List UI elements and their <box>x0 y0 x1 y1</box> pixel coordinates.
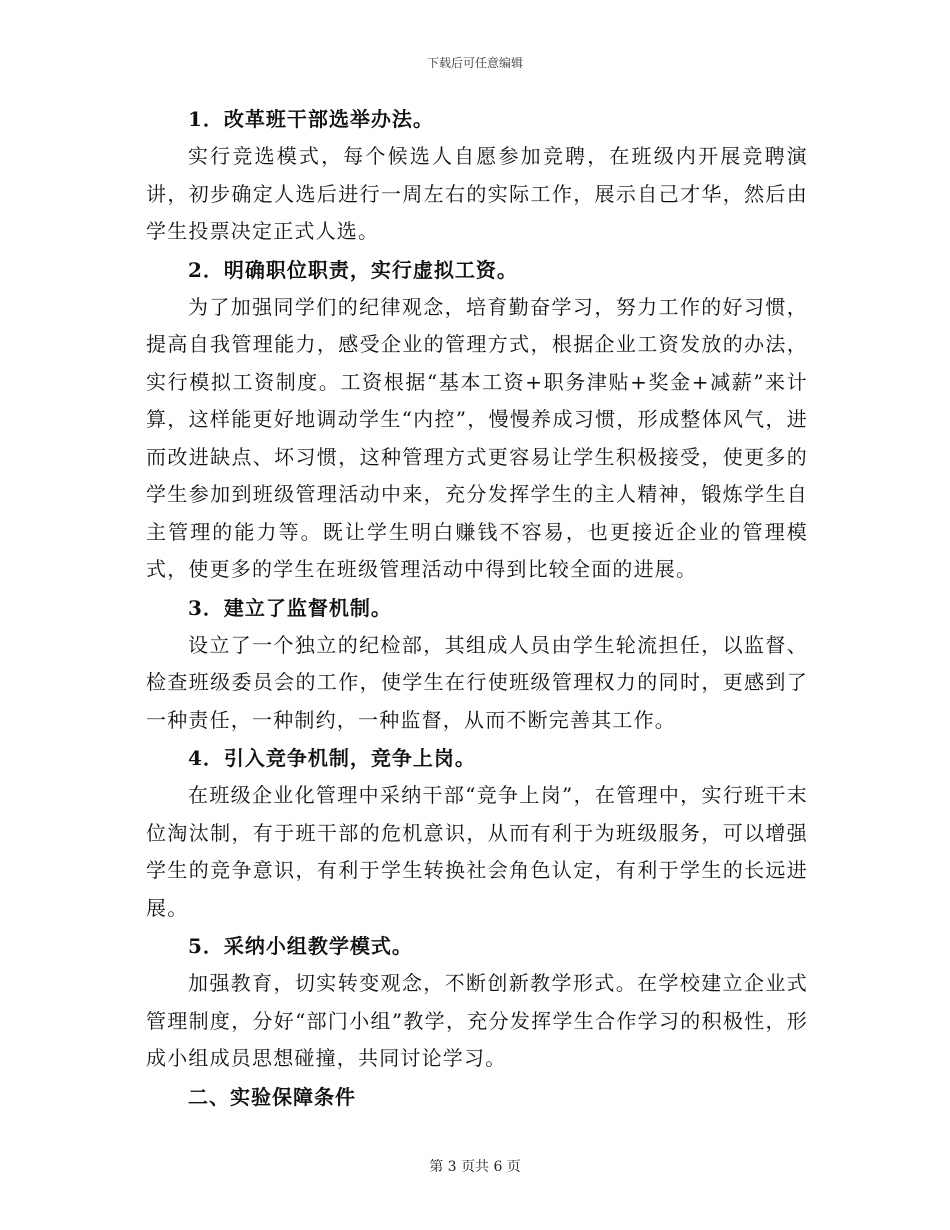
document-body <box>146 100 808 1116</box>
section-heading-3: 3．建立了监督机制。 <box>188 595 392 620</box>
section-paragraph-5: 加强教育，切实转变观念，不断创新教学形式。在学校建立企业式管理制度，分好“部门小组”教学，充分发挥学生合作学习的积极性，形成小组成员思想碰撞，共同讨论学习。 <box>146 971 808 1070</box>
section-paragraph-1: 实行竞选模式，每个候选人自愿参加竞聘，在班级内开展竞聘演讲，初步确定人选后进行一周左右的实际工作，展示自己才华，然后由学生投票决定正式人选。 <box>146 144 808 243</box>
section-heading-2: 2．明确职位职责，实行虚拟工资。 <box>188 257 518 282</box>
section-heading-4: 4．引入竞争机制，竞争上岗。 <box>188 746 476 770</box>
page-footer: 第 3 页共 6 页 <box>429 1159 521 1175</box>
section-heading-5: 5．采纳小组教学模式。 <box>188 934 413 958</box>
section-heading-1: 1．改革班干部选举办法。 <box>188 107 434 131</box>
section-paragraph-3: 设立了一个独立的纪检部，其组成人员由学生轮流担任，以监督、检查班级委员会的工作，使学生在行使班级管理权力的同时，更感到了一种责任，一种制约，一种监督，从而不断完善其工作。 <box>146 632 808 732</box>
section-paragraph-2: 为了加强同学们的纪律观念，培育勤奋学习，努力工作的好习惯，提高自我管理能力，感受企业的管理方式，根据企业工资发放的办法，实行模拟工资制度。工资根据“基本工资+职务津贴+奖金+减薪”来计算，这样能更好地调动学生“内控”，慢慢养成习惯，形成整体风气，进而改进缺点、坏习惯，这种管理方式更容易让学生积极接受，使更多的学生参加到班级管理活动中来，充分发挥学生的主人精神，锻炼学生自主管理的能力等。既让学生明白赚钱不容易，也更接近企业的管理模式，使更多的学生在班级管理活动中得到比较全面的进展。 <box>146 294 808 581</box>
page-header: 下载后可任意编辑 <box>426 56 523 70</box>
section-paragraph-4: 在班级企业化管理中采纳干部“竞争上岗”，在管理中，实行班干末位淘汰制，有于班干部的危机意识，从而有利于为班级服务，可以增强学生的竞争意识，有利于学生转换社会角色认定，有利于学生的长远进展。 <box>146 783 808 920</box>
chapter-heading-2: 二、实验保障条件 <box>188 1084 356 1109</box>
